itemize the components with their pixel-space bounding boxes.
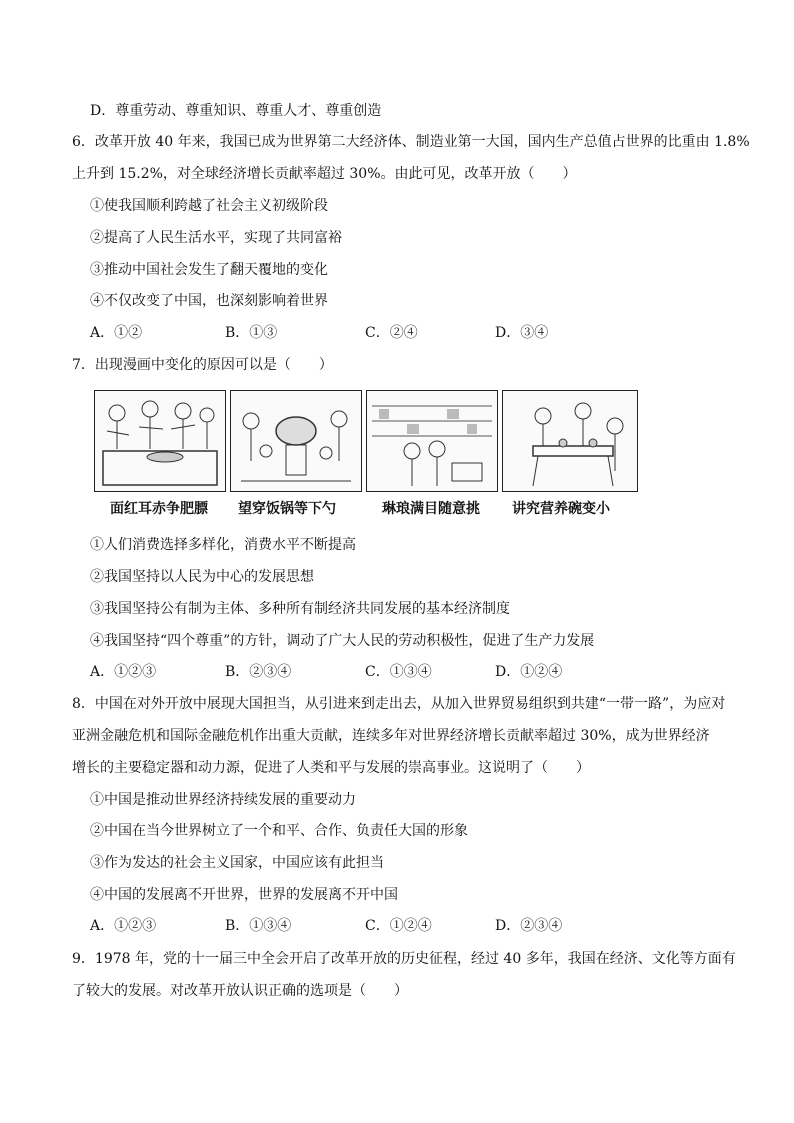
q5-option-d: D．尊重劳动、尊重知识、尊重人才、尊重创造 [90, 103, 382, 119]
q7-answer-d[interactable]: D．①②④ [495, 664, 563, 680]
q9-stem-line2: 了较大的发展。对改革开放认识正确的选项是（ ） [72, 983, 408, 999]
q6-stem-line2: 上升到 15.2%，对全球经济增长贡献率超过 30%。由此可见，改革开放（ ） [72, 166, 577, 182]
comic-caption-3: 琳琅满目随意挑 [382, 501, 480, 517]
comic-panel-2 [230, 390, 362, 492]
q6-answer-c[interactable]: C．②④ [365, 325, 418, 341]
q6-stem-line1: 6．改革开放 40 年来，我国已成为世界第二大经济体、制造业第一大国，国内生产总值占世界的比重由 1.8% [72, 134, 750, 150]
q6-answer-a[interactable]: A．①② [90, 325, 143, 341]
q6-answer-b[interactable]: B．①③ [225, 325, 278, 341]
q7-answer-a[interactable]: A．①②③ [90, 664, 157, 680]
q8-stem-line3: 增长的主要稳定器和动力源，促进了人类和平与发展的崇高事业。这说明了（ ） [72, 760, 590, 776]
comic-panel-3 [366, 390, 498, 492]
q8-item-2: ②中国在当今世界树立了一个和平、合作、负责任大国的形象 [90, 823, 468, 839]
comic-panel-1-illustration [95, 391, 225, 491]
comic-caption-4: 讲究营养碗变小 [512, 501, 610, 517]
q8-answer-c[interactable]: C．①②④ [365, 918, 432, 934]
comic-panel-4-illustration [503, 391, 637, 491]
comic-panel-4 [502, 390, 638, 492]
q7-stem: 7．出现漫画中变化的原因可以是（ ） [72, 357, 333, 373]
comic-panel-2-illustration [231, 391, 361, 491]
q8-item-3: ③作为发达的社会主义国家，中国应该有此担当 [90, 855, 384, 871]
q6-answer-d[interactable]: D．③④ [495, 325, 549, 341]
comic-panel-3-illustration [367, 391, 497, 491]
comic-panel-1 [94, 390, 226, 492]
q7-item-1: ①人们消费选择多样化，消费水平不断提高 [90, 537, 356, 553]
q6-item-4: ④不仅改变了中国，也深刻影响着世界 [90, 293, 328, 309]
q8-stem-line2: 亚洲金融危机和国际金融危机作出重大贡献，连续多年对世界经济增长贡献率超过 30%，成为世界经济 [72, 728, 710, 744]
q8-answer-b[interactable]: B．①③④ [225, 918, 292, 934]
q8-item-4: ④中国的发展离不开世界，世界的发展离不开中国 [90, 887, 398, 903]
q7-answer-c[interactable]: C．①③④ [365, 664, 432, 680]
q7-answer-b[interactable]: B．②③④ [225, 664, 292, 680]
q9-stem-line1: 9．1978 年，党的十一届三中全会开启了改革开放的历史征程，经过 40 多年，我国在经济、文化等方面有 [72, 951, 736, 967]
q8-stem-line1: 8．中国在对外开放中展现大国担当，从引进来到走出去，从加入世界贸易组织到共建“一带一路”，为应对 [72, 696, 726, 712]
q6-item-3: ③推动中国社会发生了翻天覆地的变化 [90, 262, 328, 278]
q8-answer-a[interactable]: A．①②③ [90, 918, 157, 934]
q6-item-2: ②提高了人民生活水平，实现了共同富裕 [90, 230, 342, 246]
q7-item-2: ②我国坚持以人民为中心的发展思想 [90, 569, 314, 585]
q8-answer-d[interactable]: D．②③④ [495, 918, 563, 934]
q8-item-1: ①中国是推动世界经济持续发展的重要动力 [90, 792, 356, 808]
q6-item-1: ①使我国顺利跨越了社会主义初级阶段 [90, 198, 328, 214]
q7-comic-strip [94, 390, 638, 518]
comic-caption-2: 望穿饭锅等下勺 [238, 501, 336, 517]
q7-item-4: ④我国坚持“四个尊重”的方针，调动了广大人民的劳动积极性，促进了生产力发展 [90, 633, 595, 649]
comic-caption-1: 面红耳赤争肥膘 [110, 501, 208, 517]
q7-item-3: ③我国坚持公有制为主体、多种所有制经济共同发展的基本经济制度 [90, 601, 510, 617]
